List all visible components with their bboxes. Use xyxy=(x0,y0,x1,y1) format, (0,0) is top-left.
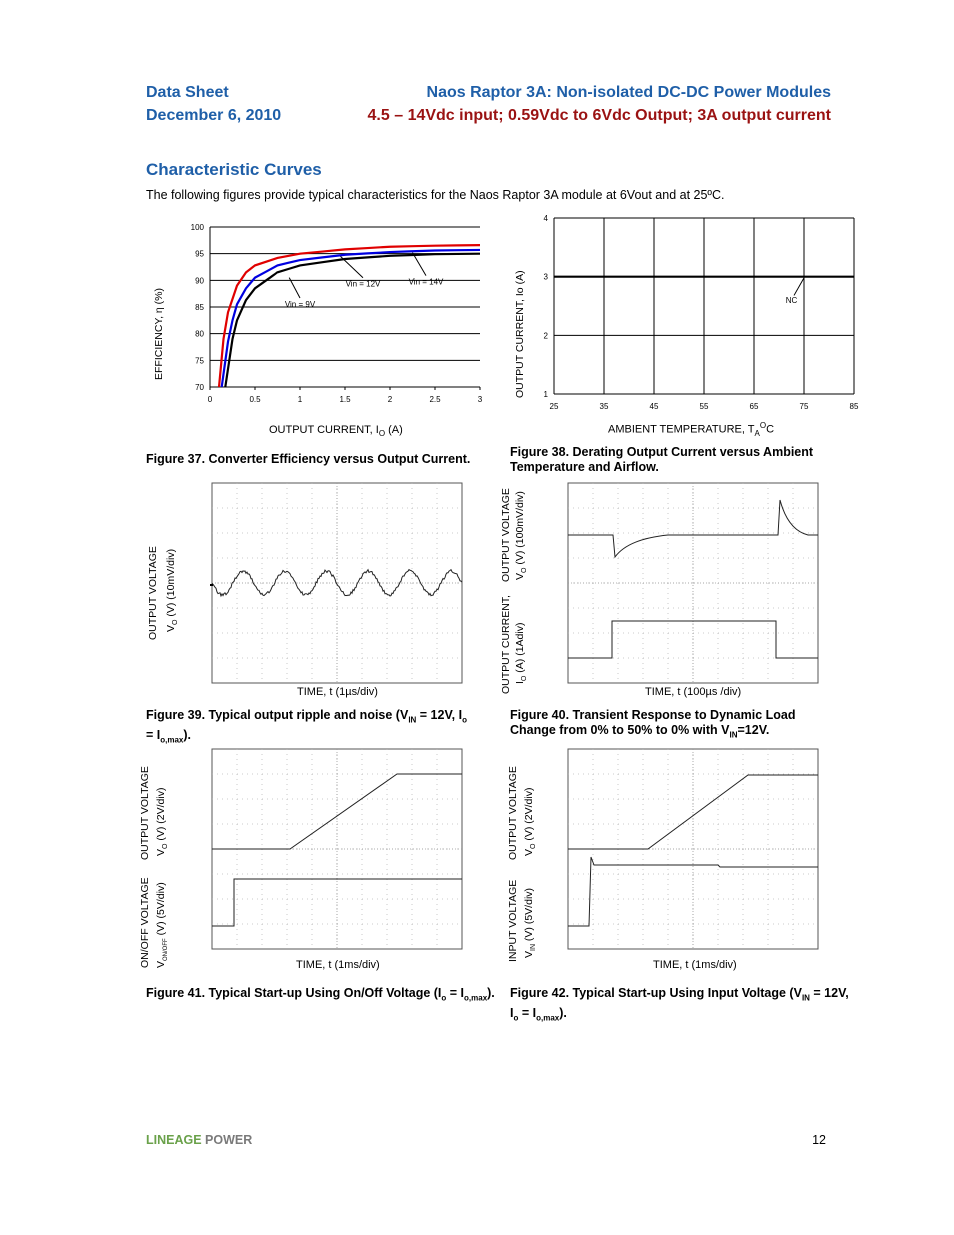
fig42-caption-a: Figure 42. Typical Start-up Using Input Voltage (V xyxy=(510,986,802,1000)
ytick-label: 3 xyxy=(543,272,548,282)
fig39-caption-sub3: o,max xyxy=(160,735,184,744)
fig42-caption-sub2: o xyxy=(513,1013,519,1022)
fig41-ylabel-bot2-sub: ON/OFF xyxy=(163,938,170,961)
xtick-label: 75 xyxy=(799,402,809,411)
fig42-ylabel-bot2-v: V xyxy=(523,950,535,958)
section-intro: The following figures provide typical characteristics for the Naos Raptor 3A module at 6Vout and at 25ºC. xyxy=(146,188,725,202)
ytick-label: 85 xyxy=(195,303,204,312)
series-annotation: Vin = 9V xyxy=(284,300,316,309)
fig40-ylabel-top1: OUTPUT VOLTAGE xyxy=(500,488,512,582)
fig41-ylabel-bot2 xyxy=(155,882,169,968)
fig40-ylabel-bot2-v: I xyxy=(514,681,526,684)
xtick-label: 2 xyxy=(387,395,393,404)
fig38-xlabel-unit: C xyxy=(766,423,775,436)
fig39-caption-b: = 12V, I xyxy=(416,708,463,722)
fig38-xlabel-text: AMBIENT TEMPERATURE, T xyxy=(608,423,755,436)
fig40-ylabel-bot1: OUTPUT CURRENT, xyxy=(500,595,512,694)
fig40-caption-c: =12V. xyxy=(737,723,770,737)
fig39-caption-sub1: IN xyxy=(408,715,417,725)
fig42-ylabel-bot2-sub: IN xyxy=(530,943,538,951)
fig41-ylabel-top2-sub: O xyxy=(162,843,170,849)
fig40-caption xyxy=(510,708,850,743)
fig37-xlabel-unit: (A) xyxy=(385,424,403,436)
fig40-ylabel-bot2-sub: O xyxy=(521,675,529,682)
ytick-label: 80 xyxy=(195,329,204,339)
fig37-xlabel xyxy=(269,424,403,438)
fig39-ylabel2-sub: O xyxy=(172,619,180,625)
fig41-caption xyxy=(146,986,496,1006)
product-spec: 4.5 – 14Vdc input; 0.59Vdc to 6Vdc Output; 3A output current xyxy=(367,107,831,124)
xtick-label: 35 xyxy=(599,402,609,411)
fig42-caption-d: ). xyxy=(559,1005,567,1020)
fig41-caption-sub1: o xyxy=(441,993,447,1003)
fig39-ylabel2 xyxy=(165,549,179,632)
ytick-label: 4 xyxy=(543,214,548,223)
xtick-label: 3 xyxy=(477,395,483,404)
fig38-xlabel xyxy=(608,421,774,438)
fig38-ylabel: OUTPUT CURRENT, Io (A) xyxy=(514,270,526,398)
fig39-caption xyxy=(146,708,496,747)
fig42-caption-c: = I xyxy=(518,1005,537,1020)
fig39-caption-d: ). xyxy=(183,727,192,742)
section-title: Characteristic Curves xyxy=(146,160,322,179)
annotation-leader xyxy=(413,253,427,276)
fig37-xlabel-sub: O xyxy=(378,429,386,439)
fig41-caption-a: Figure 41. Typical Start-up Using On/Off Voltage (I xyxy=(146,986,442,1000)
fig41-ylabel-top2 xyxy=(155,788,169,856)
ytick-label: 2 xyxy=(543,331,548,341)
series-annotation: Vin = 12V xyxy=(345,279,381,289)
footer-brand-lineage: LINEAGE xyxy=(146,1133,202,1147)
fig39-xlabel: TIME, t (1µs/div) xyxy=(297,686,378,698)
efficiency-chart xyxy=(150,215,490,410)
xtick-label: 0.5 xyxy=(249,395,261,404)
xtick-label: 0 xyxy=(207,395,213,404)
ytick-label: 75 xyxy=(195,356,204,366)
fig37-ylabel: EFFICIENCY, η (%) xyxy=(153,288,165,380)
fig41-caption-c: ). xyxy=(487,986,495,1000)
fig40-ylabel-top2-rest: (V) (100mV/div) xyxy=(514,491,526,568)
fig41-ylabel-bot1: ON/OFF VOLTAGE xyxy=(139,877,151,968)
footer-brand-power: POWER xyxy=(201,1133,253,1147)
fig41-ylabel-bot2-v: V xyxy=(155,960,167,968)
fig41-caption-b: = I xyxy=(446,986,465,1000)
fig42-caption-sub1: IN xyxy=(801,993,810,1003)
xtick-label: 65 xyxy=(749,402,759,411)
fig42-ylabel-bot2-rest: (V) (5V/div) xyxy=(523,887,535,944)
fig38-caption: Figure 38. Derating Output Current versus Ambient Temperature and Airflow. xyxy=(510,445,814,474)
product-title: Naos Raptor 3A: Non-isolated DC-DC Power Modules xyxy=(426,84,831,101)
fig42-ylabel-top2-v: V xyxy=(523,848,535,856)
footer-brand xyxy=(146,1133,252,1147)
fig39-ylabel1: OUTPUT VOLTAGE xyxy=(147,546,159,640)
ytick-label: 90 xyxy=(195,276,204,286)
fig41-xlabel: TIME, t (1ms/div) xyxy=(296,959,380,971)
page-number: 12 xyxy=(812,1133,826,1147)
fig39-caption-c: = I xyxy=(146,727,161,742)
fig39-caption-sub2: o xyxy=(462,715,467,725)
xtick-label: 1.5 xyxy=(339,395,351,404)
fig39-ylabel2-v: V xyxy=(165,624,177,632)
xtick-label: 1 xyxy=(297,395,303,404)
fig41-caption-sub2: o,max xyxy=(464,993,488,1003)
fig40-caption-b: Change from 0% to 50% to 0% with V xyxy=(510,723,730,737)
xtick-label: 45 xyxy=(649,402,659,411)
fig42-ylabel-top2 xyxy=(523,788,537,856)
fig41-ylabel-top1: OUTPUT VOLTAGE xyxy=(139,766,151,860)
xtick-label: 25 xyxy=(549,402,559,411)
fig42-ylabel-bot2 xyxy=(523,888,537,958)
fig42-ylabel-top2-sub: O xyxy=(530,843,538,849)
fig42-ylabel-bot1: INPUT VOLTAGE xyxy=(507,879,519,962)
fig41-ylabel-top2-v: V xyxy=(155,848,167,856)
fig41-scope xyxy=(210,747,464,951)
fig40-caption-a: Figure 40. Transient Response to Dynamic Load xyxy=(510,708,796,722)
series-line-vin-12v xyxy=(222,250,480,387)
fig40-caption-sub: IN xyxy=(729,730,738,740)
fig39-scope xyxy=(210,481,464,685)
fig40-ylabel-top2 xyxy=(514,491,528,580)
derating-chart xyxy=(530,210,860,415)
fig38-xlabel-sup: O xyxy=(759,421,767,430)
fig42-caption-b: = 12V, I xyxy=(510,986,849,1020)
ytick-label: 100 xyxy=(190,223,204,232)
ytick-label: 1 xyxy=(543,390,548,399)
series-line-vin-9v xyxy=(219,245,480,387)
nc-annotation: NC xyxy=(785,296,798,306)
doc-type: Data Sheet xyxy=(146,84,229,101)
ytick-label: 70 xyxy=(195,383,204,392)
fig40-xlabel: TIME, t (100µs /div) xyxy=(645,686,742,698)
fig39-ylabel2-rest: (V) (10mV/div) xyxy=(165,548,177,620)
xtick-label: 85 xyxy=(849,402,859,411)
fig37-caption: Figure 37. Converter Efficiency versus Output Current. xyxy=(146,452,471,466)
ytick-label: 95 xyxy=(195,249,204,259)
fig41-ylabel-top2-rest: (V) (2V/div) xyxy=(155,787,167,844)
fig40-ylabel-bot2-rest: (A) (1Adiv) xyxy=(514,622,526,676)
fig38-xlabel-sub: A xyxy=(754,428,760,438)
fig40-scope xyxy=(566,481,820,685)
xtick-label: 55 xyxy=(699,402,709,411)
nc-leader xyxy=(794,278,804,296)
fig40-ylabel-top2-sub: O xyxy=(521,567,529,573)
xtick-label: 2.5 xyxy=(429,395,441,404)
doc-date: December 6, 2010 xyxy=(146,107,282,124)
series-annotation: Vin = 14V xyxy=(408,277,444,287)
fig42-ylabel-top1: OUTPUT VOLTAGE xyxy=(507,766,519,860)
fig42-caption xyxy=(510,986,850,1025)
fig40-ylabel-top2-v: V xyxy=(514,572,526,580)
fig42-caption-sub3: o,max xyxy=(536,1013,560,1022)
fig41-ylabel-bot2-rest: (V) (5V/div) xyxy=(155,882,167,939)
fig40-ylabel-bot2 xyxy=(514,623,528,684)
fig42-scope xyxy=(566,747,820,951)
fig39-caption-a: Figure 39. Typical output ripple and noise (V xyxy=(146,708,409,722)
fig42-ylabel-top2-rest: (V) (2V/div) xyxy=(523,787,535,844)
fig37-xlabel-text: OUTPUT CURRENT, I xyxy=(269,424,379,436)
fig42-xlabel: TIME, t (1ms/div) xyxy=(653,959,737,971)
